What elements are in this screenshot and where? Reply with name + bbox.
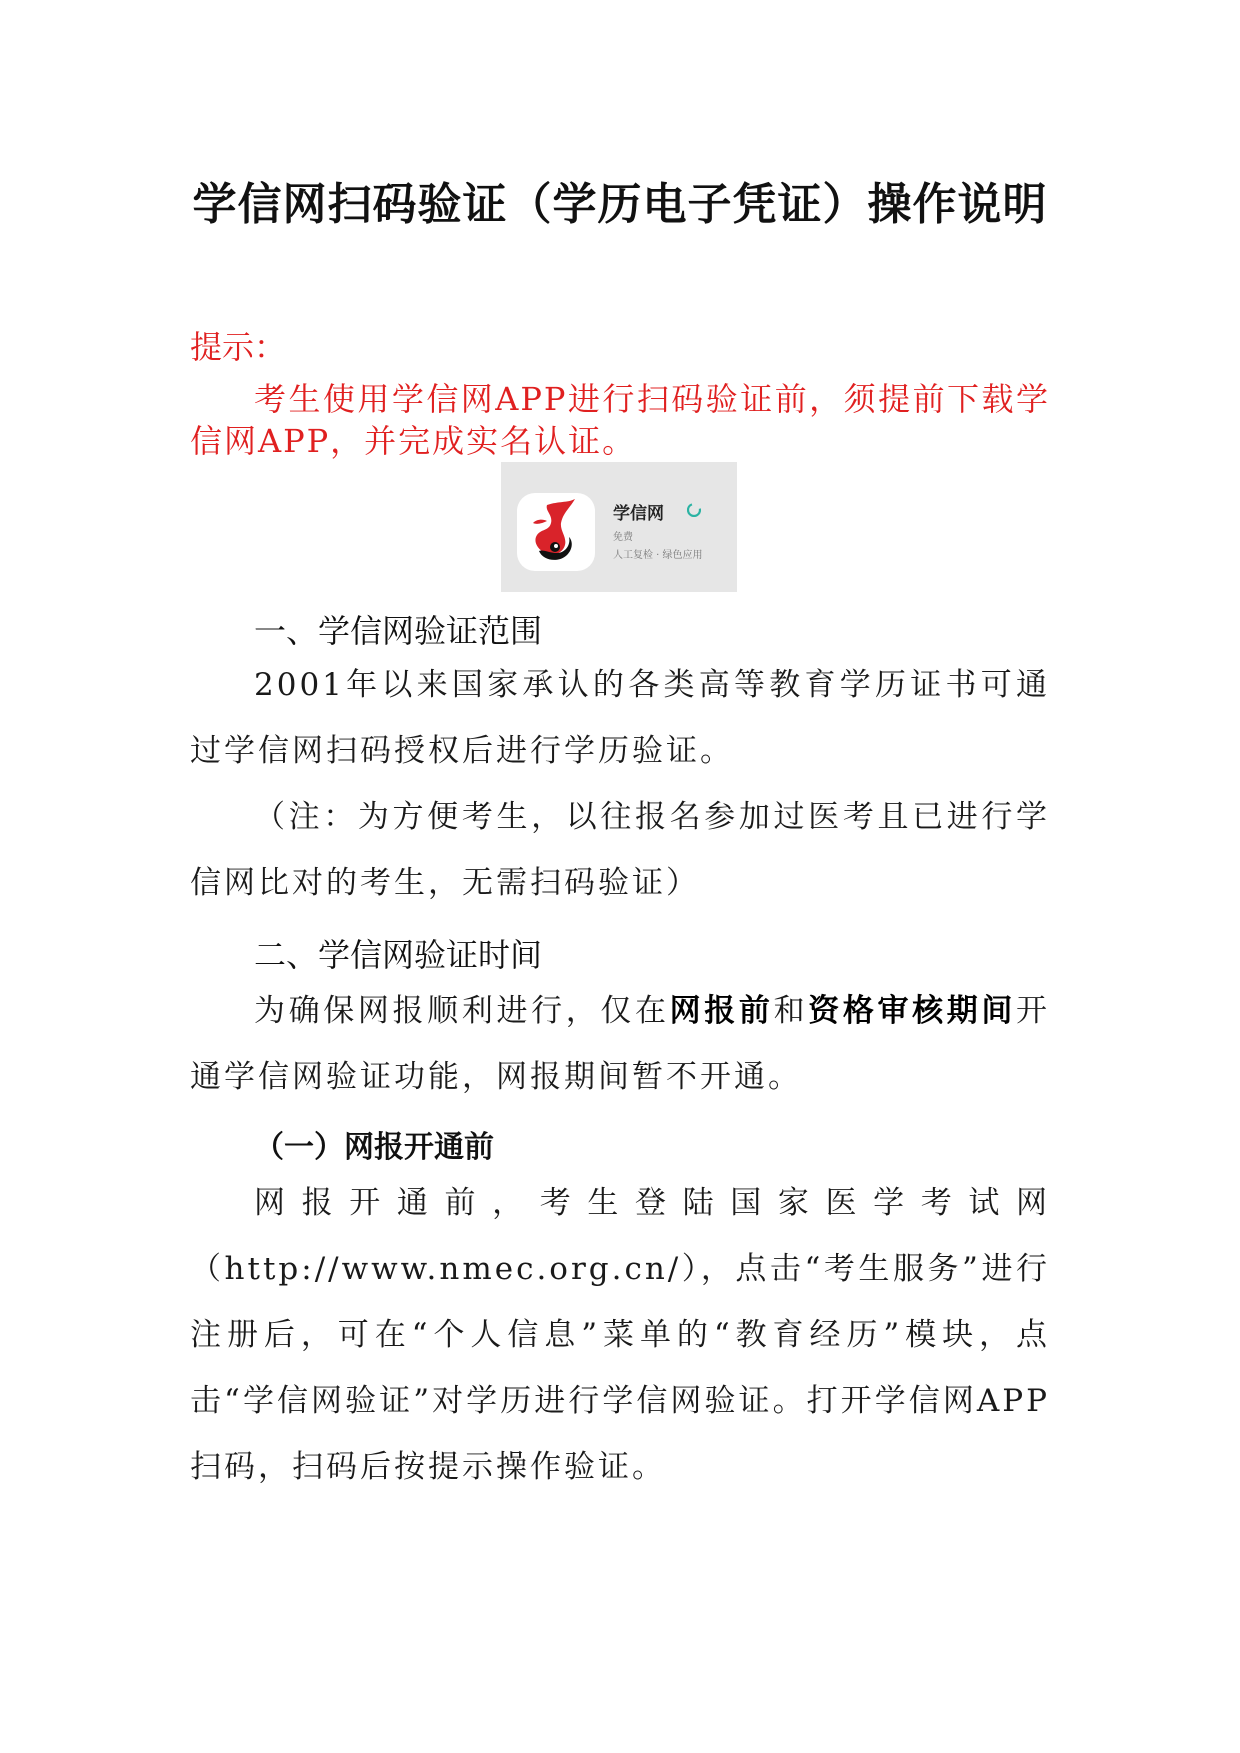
section2-heading: 二、学信网验证时间: [254, 936, 543, 974]
section1-para1: 2001年以来国家承认的各类高等教育学历证书可通过学信网扫码授权后进行学历验证。: [190, 667, 1050, 769]
app-store-card: [501, 462, 737, 592]
section1-heading: 一、学信网验证范围: [254, 612, 543, 650]
tip-heading: 提示：: [190, 328, 287, 366]
subsection1-para: 网报开通前，考生登陆国家医学考试网（http://www.nmec.org.cn/），点击“考生服务”进行注册后，可在“个人信息”菜单的“教育经历”模块，点击“学信网验证”对学历进行学信网验证。打开学信网APP扫码，扫码后按提示操作验证。: [190, 1185, 1050, 1485]
section2-para1-tail: 开通学信网验证功能，网报期间暂不开通。: [190, 993, 1051, 1095]
page-title: 学信网扫码验证（学历电子凭证）操作说明: [192, 179, 1048, 230]
verified-icon: [687, 502, 701, 516]
section2-para1-conj: 和: [773, 993, 809, 1029]
xuexin-logo-icon: [517, 493, 595, 571]
section2-para1-text: 为确保网报顺利进行，仅在: [254, 993, 670, 1029]
subsection1-heading: （一）网报开通前: [254, 1130, 494, 1165]
section1-para2: （注：为方便考生，以往报名参加过医考且已进行学信网比对的考生，无需扫码验证）: [190, 799, 1050, 901]
section2-emphasis-before-registration: 网报前: [669, 993, 774, 1029]
app-name: 学信网: [613, 504, 664, 524]
app-price: 免费: [613, 532, 633, 543]
section2-emphasis-review-period: 资格审核期间: [808, 993, 1017, 1029]
section2-para1: [190, 978, 1050, 1110]
app-tags: 人工复检 · 绿色应用: [613, 550, 703, 561]
tip-text: 考生使用学信网APP进行扫码验证前，须提前下载学信网APP，并完成实名认证。: [190, 380, 1050, 460]
